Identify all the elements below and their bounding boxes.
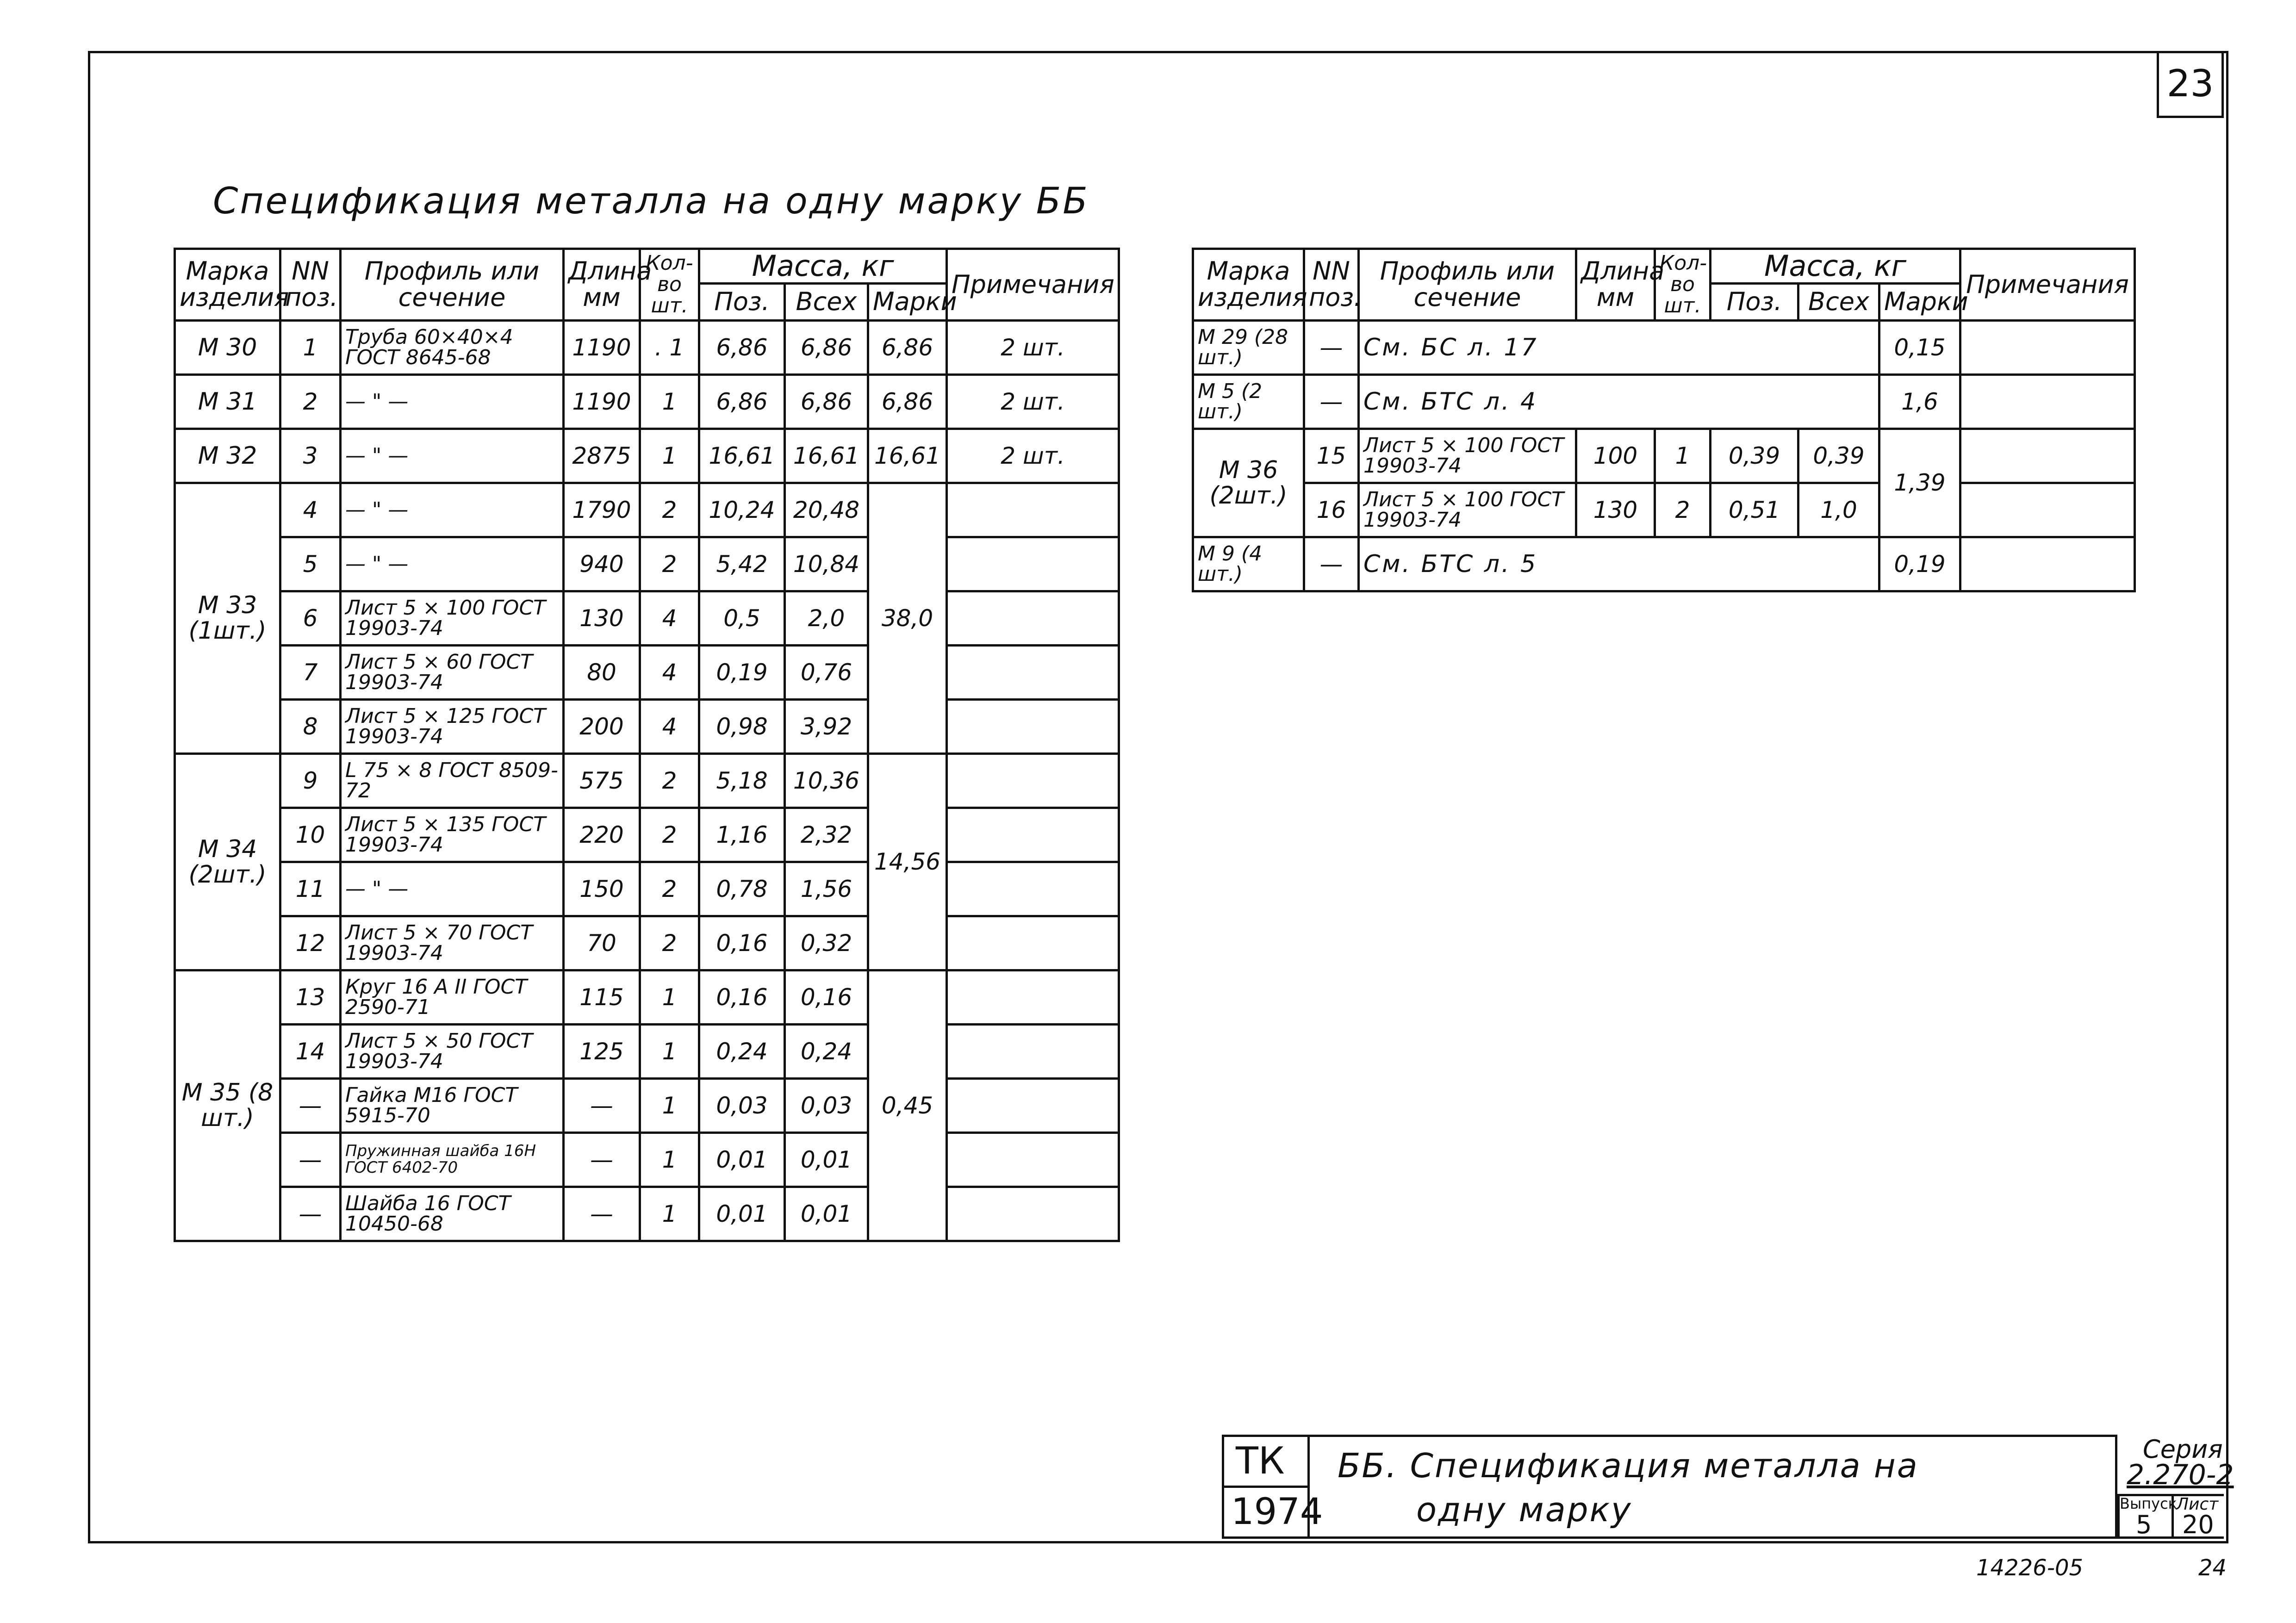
page-number: 23 xyxy=(2157,51,2224,118)
cell-mass-all: 2,0 xyxy=(785,591,868,646)
cell-pos: 12 xyxy=(280,916,341,970)
cell-note xyxy=(947,591,1119,646)
cell-pos: — xyxy=(1304,321,1359,375)
cell-note: 2 шт. xyxy=(947,321,1119,375)
cell-note xyxy=(1960,483,2135,537)
stamp-series-label: Серия xyxy=(2143,1435,2223,1464)
cell-qty: 1 xyxy=(640,429,699,483)
cell-qty: 1 xyxy=(640,375,699,429)
cell-qty: 1 xyxy=(1655,429,1711,483)
cell-pos: 6 xyxy=(280,591,341,646)
cell-mass-mark: 1,6 xyxy=(1879,375,1960,429)
cell-profile: Пружинная шайба 16Н ГОСТ 6402-70 xyxy=(341,1133,564,1187)
cell-mark: М 5 (2 шт.) xyxy=(1193,375,1304,429)
table-row xyxy=(1193,249,2135,284)
header-note: Примечания xyxy=(1960,249,2135,321)
cell-pos: 8 xyxy=(280,700,341,754)
table-row xyxy=(175,1133,1119,1187)
table-row xyxy=(175,1079,1119,1133)
cell-pos: 13 xyxy=(280,970,341,1025)
header-note: Примечания xyxy=(947,249,1119,321)
cell-note xyxy=(1960,429,2135,483)
cell-note xyxy=(947,754,1119,808)
cell-mass-pos: 0,16 xyxy=(699,970,785,1025)
header-mark: Марка изделия xyxy=(1193,249,1304,321)
stamp-issue-label: Выпуск xyxy=(2120,1495,2177,1512)
cell-reference: См. БТС л. 5 xyxy=(1359,537,1879,591)
cell-mass-mark: 14,56 xyxy=(868,754,947,970)
cell-profile: Труба 60×40×4 ГОСТ 8645-68 xyxy=(341,321,564,375)
header-mass-mark: Марки xyxy=(1879,284,1960,321)
cell-qty: 4 xyxy=(640,591,699,646)
cell-pos: 1 xyxy=(280,321,341,375)
cell-mark: М 9 (4 шт.) xyxy=(1193,537,1304,591)
cell-note xyxy=(947,537,1119,591)
cell-profile: Лист 5 × 125 ГОСТ 19903-74 xyxy=(341,700,564,754)
table-row xyxy=(175,808,1119,862)
header-mark: Марка изделия xyxy=(175,249,280,321)
cell-length: 220 xyxy=(564,808,640,862)
cell-mark: М 34 (2шт.) xyxy=(175,754,280,970)
cell-mass-mark: 0,15 xyxy=(1879,321,1960,375)
table-row xyxy=(175,754,1119,808)
cell-mass-pos: 16,61 xyxy=(699,429,785,483)
cell-pos: — xyxy=(280,1187,341,1241)
header-mass-pos: Поз. xyxy=(699,284,785,321)
header-profile: Профиль или сечение xyxy=(341,249,564,321)
header-qty: Кол-во шт. xyxy=(640,249,699,321)
cell-qty: 2 xyxy=(640,754,699,808)
cell-length: — xyxy=(564,1079,640,1133)
cell-profile: Лист 5 × 135 ГОСТ 19903-74 xyxy=(341,808,564,862)
cell-mass-all: 0,01 xyxy=(785,1187,868,1241)
stamp-series-value: 2.270-2 xyxy=(2127,1459,2234,1491)
cell-qty: 1 xyxy=(640,1079,699,1133)
cell-profile: Гайка М16 ГОСТ 5915-70 xyxy=(341,1079,564,1133)
cell-pos: 14 xyxy=(280,1025,341,1079)
cell-length: 130 xyxy=(1576,483,1655,537)
cell-profile: — " — xyxy=(341,375,564,429)
cell-mass-pos: 6,86 xyxy=(699,375,785,429)
cell-profile: — " — xyxy=(341,483,564,537)
cell-mass-all: 6,86 xyxy=(785,375,868,429)
stamp-org: ТК xyxy=(1236,1439,1285,1482)
header-mass-pos: Поз. xyxy=(1711,284,1798,321)
cell-mark: М 32 xyxy=(175,429,280,483)
cell-pos: 3 xyxy=(280,429,341,483)
cell-length: — xyxy=(564,1133,640,1187)
header-mass-mark: Марки xyxy=(868,284,947,321)
cell-mass-pos: 0,98 xyxy=(699,700,785,754)
cell-profile: Лист 5 × 60 ГОСТ 19903-74 xyxy=(341,646,564,700)
table-row xyxy=(175,537,1119,591)
cell-mass-all: 0,24 xyxy=(785,1025,868,1079)
stamp-year: 1974 xyxy=(1231,1491,1323,1533)
cell-mass-pos: 5,42 xyxy=(699,537,785,591)
table-row xyxy=(1193,483,2135,537)
cell-mass-pos: 0,16 xyxy=(699,916,785,970)
cell-mass-pos: 0,19 xyxy=(699,646,785,700)
header-pos: NN поз. xyxy=(280,249,341,321)
cell-qty: 1 xyxy=(640,1133,699,1187)
cell-note xyxy=(947,862,1119,916)
cell-note: 2 шт. xyxy=(947,429,1119,483)
cell-mass-pos: 0,78 xyxy=(699,862,785,916)
cell-pos: — xyxy=(280,1133,341,1187)
cell-mass-mark: 6,86 xyxy=(868,375,947,429)
cell-pos: 10 xyxy=(280,808,341,862)
cell-length: 100 xyxy=(1576,429,1655,483)
cell-mass-pos: 0,24 xyxy=(699,1025,785,1079)
cell-mass-mark: 0,45 xyxy=(868,970,947,1241)
cell-mass-pos: 1,16 xyxy=(699,808,785,862)
stamp-issue-value: 5 xyxy=(2136,1510,2152,1539)
cell-qty: 2 xyxy=(640,916,699,970)
cell-qty: 2 xyxy=(640,808,699,862)
cell-length: 2875 xyxy=(564,429,640,483)
cell-pos: — xyxy=(1304,375,1359,429)
cell-qty: 2 xyxy=(1655,483,1711,537)
cell-qty: 1 xyxy=(640,1025,699,1079)
cell-profile: Лист 5 × 70 ГОСТ 19903-74 xyxy=(341,916,564,970)
cell-profile: L 75 × 8 ГОСТ 8509-72 xyxy=(341,754,564,808)
page-title: Спецификация металла на одну марку ББ xyxy=(213,180,1089,222)
cell-pos: 5 xyxy=(280,537,341,591)
cell-pos: 4 xyxy=(280,483,341,537)
cell-mass-pos: 0,01 xyxy=(699,1187,785,1241)
stamp-sheet-label: Лист xyxy=(2176,1495,2219,1514)
cell-note xyxy=(947,1079,1119,1133)
table-row xyxy=(175,700,1119,754)
cell-note xyxy=(947,1025,1119,1079)
spec-table-left xyxy=(174,248,1120,1242)
table-row xyxy=(175,249,1119,284)
table-row xyxy=(175,321,1119,375)
cell-mass-all: 1,56 xyxy=(785,862,868,916)
cell-mass-mark: 1,39 xyxy=(1879,429,1960,537)
cell-qty: . 1 xyxy=(640,321,699,375)
cell-length: 1190 xyxy=(564,321,640,375)
cell-note: 2 шт. xyxy=(947,375,1119,429)
table-row xyxy=(175,375,1119,429)
cell-length: 575 xyxy=(564,754,640,808)
table-row xyxy=(175,483,1119,537)
stamp-title-line2: одну марку xyxy=(1416,1490,1632,1529)
cell-note xyxy=(947,700,1119,754)
cell-qty: 2 xyxy=(640,862,699,916)
header-length: Длина мм xyxy=(1576,249,1655,321)
cell-profile: Шайба 16 ГОСТ 10450-68 xyxy=(341,1187,564,1241)
cell-mark: М 31 xyxy=(175,375,280,429)
cell-note xyxy=(1960,375,2135,429)
cell-mass-all: 3,92 xyxy=(785,700,868,754)
stamp-sheet-value: 20 xyxy=(2182,1510,2214,1539)
cell-note xyxy=(947,916,1119,970)
cell-mass-all: 0,39 xyxy=(1798,429,1879,483)
cell-mass-pos: 10,24 xyxy=(699,483,785,537)
cell-note xyxy=(1960,321,2135,375)
footer-code: 14226-05 xyxy=(1976,1555,2084,1581)
cell-mass-pos: 0,5 xyxy=(699,591,785,646)
cell-mark: М 29 (28 шт.) xyxy=(1193,321,1304,375)
cell-note xyxy=(947,483,1119,537)
cell-length: 200 xyxy=(564,700,640,754)
cell-note xyxy=(947,808,1119,862)
cell-mass-pos: 0,03 xyxy=(699,1079,785,1133)
cell-profile: Лист 5 × 100 ГОСТ 19903-74 xyxy=(341,591,564,646)
cell-pos: 9 xyxy=(280,754,341,808)
cell-mass-all: 0,32 xyxy=(785,916,868,970)
header-mass: Масса, кг xyxy=(1711,249,1960,284)
title-block xyxy=(1222,1435,2234,1539)
cell-mass-mark: 16,61 xyxy=(868,429,947,483)
cell-mass-all: 20,48 xyxy=(785,483,868,537)
cell-pos: — xyxy=(280,1079,341,1133)
spec-table-right xyxy=(1192,248,2136,592)
cell-profile: — " — xyxy=(341,537,564,591)
cell-mass-all: 10,36 xyxy=(785,754,868,808)
table-row xyxy=(175,1187,1119,1241)
cell-profile: Круг 16 А II ГОСТ 2590-71 xyxy=(341,970,564,1025)
footer-page: 24 xyxy=(2198,1555,2227,1581)
cell-reference: См. БС л. 17 xyxy=(1359,321,1879,375)
table-row xyxy=(1193,429,2135,483)
table-row xyxy=(1193,537,2135,591)
cell-qty: 1 xyxy=(640,1187,699,1241)
cell-length: 130 xyxy=(564,591,640,646)
cell-length: 1790 xyxy=(564,483,640,537)
cell-length: 1190 xyxy=(564,375,640,429)
table-row xyxy=(1193,321,2135,375)
header-profile: Профиль или сечение xyxy=(1359,249,1576,321)
cell-note xyxy=(947,1187,1119,1241)
table-row xyxy=(175,862,1119,916)
cell-mass-all: 0,03 xyxy=(785,1079,868,1133)
table-row xyxy=(175,916,1119,970)
header-qty: Кол-во шт. xyxy=(1655,249,1711,321)
table-row xyxy=(175,970,1119,1025)
cell-length: 80 xyxy=(564,646,640,700)
cell-mass-all: 0,16 xyxy=(785,970,868,1025)
cell-length: — xyxy=(564,1187,640,1241)
cell-pos: — xyxy=(1304,537,1359,591)
cell-mass-mark: 0,19 xyxy=(1879,537,1960,591)
cell-qty: 2 xyxy=(640,483,699,537)
cell-profile: — " — xyxy=(341,862,564,916)
header-length: Длина мм xyxy=(564,249,640,321)
cell-length: 125 xyxy=(564,1025,640,1079)
header-mass: Масса, кг xyxy=(699,249,947,284)
table-row xyxy=(175,1025,1119,1079)
cell-pos: 16 xyxy=(1304,483,1359,537)
cell-mass-all: 2,32 xyxy=(785,808,868,862)
cell-mark: М 35 (8 шт.) xyxy=(175,970,280,1241)
cell-mass-pos: 5,18 xyxy=(699,754,785,808)
cell-mass-mark: 38,0 xyxy=(868,483,947,754)
table-row xyxy=(175,591,1119,646)
stamp-title-line1: ББ. Спецификация металла на xyxy=(1338,1446,1919,1485)
cell-profile: — " — xyxy=(341,429,564,483)
cell-length: 115 xyxy=(564,970,640,1025)
cell-length: 940 xyxy=(564,537,640,591)
header-mass-all: Всех xyxy=(1798,284,1879,321)
cell-mass-pos: 0,51 xyxy=(1711,483,1798,537)
cell-pos: 2 xyxy=(280,375,341,429)
cell-mark: М 30 xyxy=(175,321,280,375)
header-mass-all: Всех xyxy=(785,284,868,321)
cell-mass-all: 1,0 xyxy=(1798,483,1879,537)
cell-note xyxy=(947,970,1119,1025)
cell-qty: 2 xyxy=(640,537,699,591)
cell-mass-all: 10,84 xyxy=(785,537,868,591)
cell-pos: 15 xyxy=(1304,429,1359,483)
cell-qty: 1 xyxy=(640,970,699,1025)
cell-mass-pos: 0,39 xyxy=(1711,429,1798,483)
cell-mass-all: 0,01 xyxy=(785,1133,868,1187)
cell-mass-pos: 6,86 xyxy=(699,321,785,375)
cell-mass-all: 16,61 xyxy=(785,429,868,483)
cell-profile: Лист 5 × 100 ГОСТ 19903-74 xyxy=(1359,429,1576,483)
table-row xyxy=(1193,375,2135,429)
cell-length: 70 xyxy=(564,916,640,970)
cell-pos: 7 xyxy=(280,646,341,700)
header-pos: NN поз. xyxy=(1304,249,1359,321)
cell-mark: М 33 (1шт.) xyxy=(175,483,280,754)
cell-mass-pos: 0,01 xyxy=(699,1133,785,1187)
cell-qty: 4 xyxy=(640,646,699,700)
cell-pos: 11 xyxy=(280,862,341,916)
cell-mass-mark: 6,86 xyxy=(868,321,947,375)
cell-reference: См. БТС л. 4 xyxy=(1359,375,1879,429)
cell-mass-all: 6,86 xyxy=(785,321,868,375)
table-row xyxy=(175,646,1119,700)
cell-note xyxy=(947,646,1119,700)
cell-mass-all: 0,76 xyxy=(785,646,868,700)
table-row xyxy=(175,429,1119,483)
cell-qty: 4 xyxy=(640,700,699,754)
cell-profile: Лист 5 × 50 ГОСТ 19903-74 xyxy=(341,1025,564,1079)
cell-mark: М 36 (2шт.) xyxy=(1193,429,1304,537)
cell-length: 150 xyxy=(564,862,640,916)
cell-note xyxy=(947,1133,1119,1187)
cell-note xyxy=(1960,537,2135,591)
cell-profile: Лист 5 × 100 ГОСТ 19903-74 xyxy=(1359,483,1576,537)
